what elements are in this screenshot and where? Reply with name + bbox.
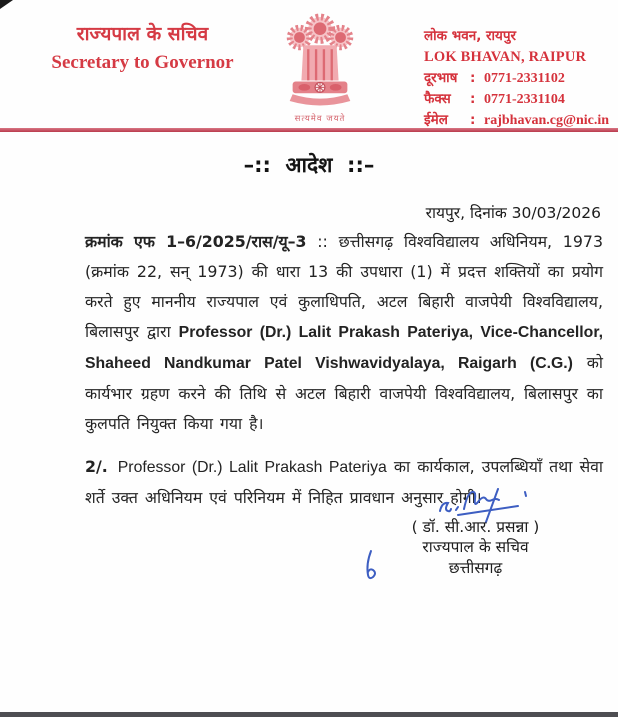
scan-bottom-edge bbox=[0, 712, 618, 717]
fax-number: 0771-2331104 bbox=[484, 91, 565, 107]
paragraph-1-text-b: को कार्यभार ग्रहण करने की तिथि से अटल बिहारी वाजपेयी विश्वविद्यालय, बिलासपुर का कुलपति नियुक्त किया गया है। bbox=[85, 353, 604, 433]
office-address-hindi: लोक भवन, रायपुर bbox=[424, 28, 517, 44]
signatory-state: छत्तीसगढ़ bbox=[448, 558, 503, 577]
place-and-date: रायपुर, दिनांक 30/03/2026 bbox=[425, 204, 601, 222]
office-address-english: LOK BHAVAN, RAIPUR bbox=[424, 48, 587, 65]
order-body bbox=[85, 227, 603, 513]
fax-label: फैक्स bbox=[424, 90, 451, 107]
sender-title-hindi: राज्यपाल के सचिव bbox=[76, 23, 209, 45]
phone-separator: : bbox=[470, 69, 476, 86]
email-address: rajbhavan.cg@nic.in bbox=[484, 112, 610, 128]
order-paragraph-1 bbox=[85, 227, 603, 439]
paragraph-2-text: का कार्यकाल, उपलब्धियाँ तथा सेवा शर्ते उक्त अधिनियम एवं परिनियम में निहित प्रावधान अनुसार होगी। bbox=[85, 457, 603, 507]
fax-separator: : bbox=[470, 90, 476, 107]
state-emblem-block bbox=[272, 10, 368, 124]
paragraph-2-number: 2/. bbox=[85, 457, 108, 476]
signatory-designation: राज्यपाल के सचिव bbox=[422, 538, 529, 557]
office-contact-block bbox=[424, 27, 609, 131]
emblem-motto: सत्यमेव जयते bbox=[294, 114, 346, 124]
email-separator: : bbox=[470, 111, 476, 128]
appointee-name-bold: Professor (Dr.) Lalit Prakash Pateriya, Vice-Chancellor, Shaheed Nandkumar Patel Vishwavidyalaya, Raigarh (C.G.) bbox=[85, 324, 604, 372]
sender-title-english: Secretary to Governor bbox=[51, 51, 234, 73]
phone-number: 0771-2331102 bbox=[484, 70, 565, 86]
phone-label: दूरभाष bbox=[424, 69, 458, 86]
sender-title-block bbox=[30, 20, 255, 76]
phone-row bbox=[424, 68, 609, 89]
paragraph-1-text-a: :: छत्तीसगढ़ विश्वविद्यालय अधिनियम, 1973 (क्रमांक 22, सन् 1973) की धारा 13 की उपधारा (1) में प्रदत्त शक्तियों का प्रयोग करते हुए माननीय राज्यपाल एवं कुलाधिपति, अटल बिहारी वाजपेयी विश्वविद्यालय, बिलासपुर द्वारा bbox=[85, 232, 603, 341]
reference-number: क्रमांक एफ 1–6/2025/रास/यू–3 bbox=[85, 232, 307, 251]
order-title: –:: आदेश ::– bbox=[243, 153, 375, 177]
pen-mark-icon bbox=[362, 549, 380, 587]
header-divider-rule bbox=[0, 128, 618, 132]
scan-corner-artifact bbox=[0, 0, 13, 9]
email-label: ईमेल bbox=[424, 111, 448, 128]
appointee-name-plain: Professor (Dr.) Lalit Prakash Pateriya bbox=[117, 459, 387, 476]
signatory-name: ( डॉ. सी.आर. प्रसन्ना ) bbox=[411, 518, 540, 536]
state-emblem-of-india-icon bbox=[276, 93, 364, 112]
signatory-block bbox=[388, 517, 563, 578]
fax-row bbox=[424, 89, 609, 110]
